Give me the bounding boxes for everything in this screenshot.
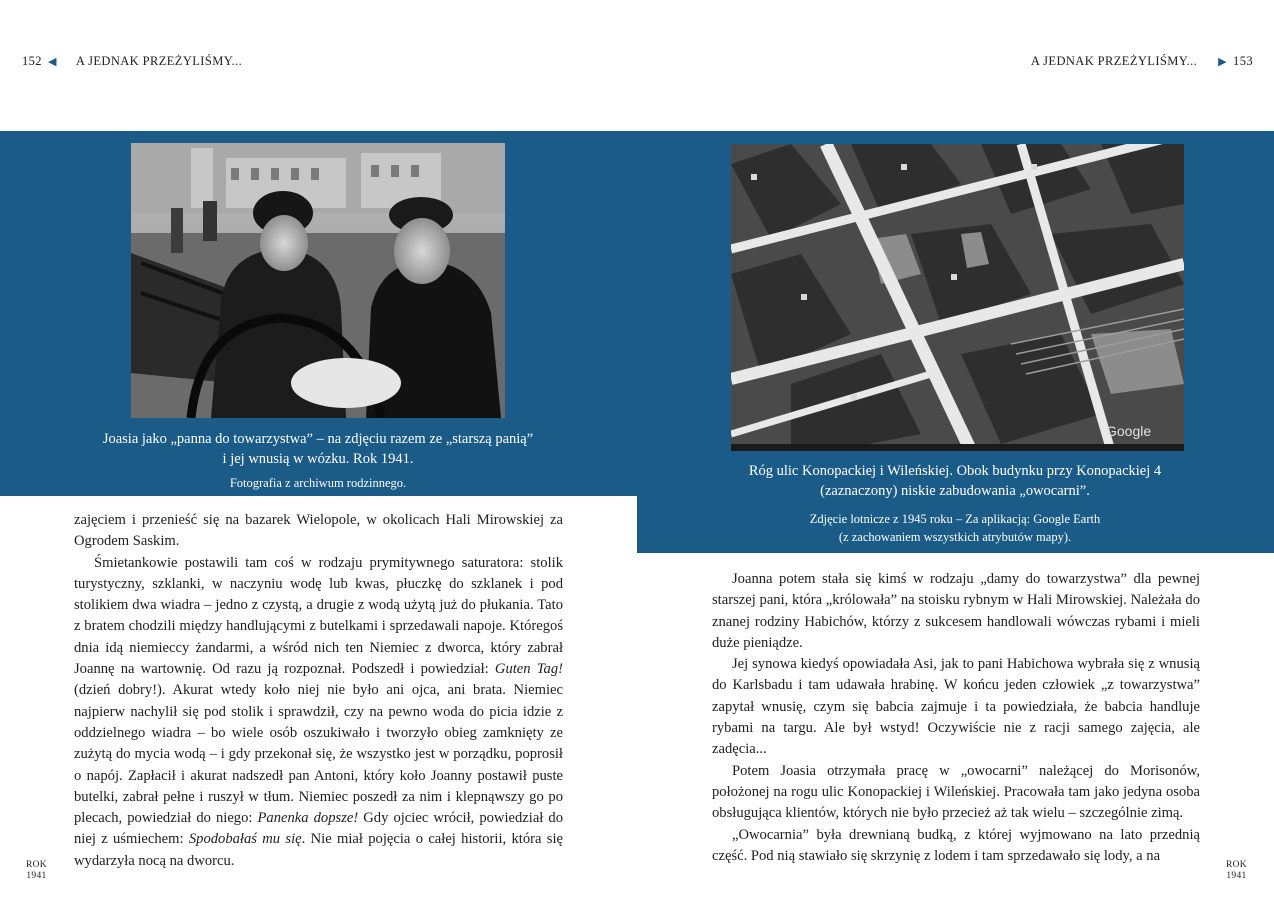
left-caption-line-1: Joasia jako „panna do towarzystwa” – na zdjęciu razem ze „starszą panią” bbox=[102, 431, 534, 447]
left-running-head bbox=[22, 54, 242, 69]
right-margin-year bbox=[1226, 860, 1247, 882]
right-caption-line-1: Róg ulic Konopackiej i Wileńskiej. Obok budynku przy Konopackiej 4 bbox=[748, 463, 1162, 479]
text-segment: „Owocarnia” była drewnianą budką, z której wyjmowano na lato przednią część. Pod nią stawiało się skrzynię z lodem i tam sprzedawało się lody, a na bbox=[712, 826, 1200, 864]
text-segment: (dzień dobry!). Akurat wtedy koło niej nie było ani ojca, ani brata. Niemiec najpierw nachylił się pod stolik i sprawdził, czy na pewno woda do picia idzie z oddzielnego wiadra – bo wiele osób oszukiwało i tworzyło obieg zamknięty ze zużytą do mycia wodą – i gdy przekonał się, że wszystko jest w porządku, poprosił o napój. Zapłacił i akurat nadszedł pan Antoni, który koło Joanny postawił puste butelki, zabrał pełne i ruszył w tłum. Niemiec poszedł za nim i klepnąwszy go po plecach, powiedział do niego: bbox=[74, 682, 563, 827]
left-caption-line-2: i jej wnusią w wózku. Rok 1941. bbox=[222, 451, 414, 467]
aerial-photo bbox=[731, 144, 1184, 451]
left-photo bbox=[131, 143, 505, 418]
right-photo bbox=[731, 144, 1184, 451]
paragraph bbox=[712, 825, 1200, 868]
italic-text: Guten Tag! bbox=[494, 661, 563, 678]
park-bench-photo bbox=[131, 143, 505, 418]
right-caption-line-2: (zaznaczony) niskie zabudowania „owocarni”. bbox=[820, 483, 1090, 499]
google-watermark: Google bbox=[1106, 423, 1152, 439]
text-segment: Potem Joasia otrzymała pracę w „owocarni” należącej do Morisonów, położonej na rogu ulic Konopackiej i Wileńskiej. Pracowała tam jako jedyna osoba obsługująca klientów, których nie było przecież aż tak wielu – szczególnie zimą. bbox=[712, 762, 1200, 822]
left-body-text bbox=[74, 510, 563, 872]
paragraph bbox=[74, 510, 563, 553]
left-margin-label: ROK bbox=[26, 860, 47, 870]
italic-text: Spodobałaś mu się bbox=[188, 831, 302, 848]
right-running-title: A JEDNAK PRZEŻYLIŚMY... bbox=[1030, 54, 1198, 68]
right-photo-caption bbox=[680, 461, 1230, 546]
right-margin-year-value: 1941 bbox=[1226, 871, 1247, 881]
text-segment: Gdy ojciec wrócił, powiedział do niej z uśmiechem: bbox=[74, 810, 563, 848]
text-segment: Joanna potem stała się kimś w rodzaju „damy do towarzystwa” dla pewnej starszej pani, która „królowała” na stoisku rybnym w Hali Mirowskiej. Należała do znanej rodziny Habichów, którzy z sukcesem handlowali wówczas rybami i mieli duże pieniądze. bbox=[712, 571, 1200, 651]
paragraph bbox=[712, 654, 1200, 760]
right-margin-label: ROK bbox=[1226, 860, 1247, 870]
right-caption-source-line-2: (z zachowaniem wszystkich atrybutów mapy). bbox=[838, 530, 1072, 544]
text-segment: zajęciem i przenieść się na bazarek Wielopole, w okolicach Hali Mirowskiej za Ogrodem Saskim. bbox=[74, 512, 563, 550]
text-segment: Jej synowa kiedyś opowiadała Asi, jak to pani Habichowa wybrała się z wnusią do Karlsbadu i tam udawała hrabinę. W końcu jeden człowiek „z towarzystwa” zapytał wnusię, czym się babcia zajmuje i ta powiedziała, że babcia handluje rybami na targu. Ale był wstyd! Oczywiście nie z racji samego zajęcia, ale zadęcia... bbox=[712, 656, 1200, 758]
left-page-number: 152 bbox=[22, 54, 42, 68]
right-running-head bbox=[1031, 54, 1253, 69]
left-running-title: A JEDNAK PRZEŻYLIŚMY... bbox=[75, 54, 243, 68]
triangle-right-icon: ▶ bbox=[1218, 56, 1228, 68]
paragraph bbox=[712, 761, 1200, 825]
paragraph bbox=[712, 569, 1200, 654]
text-segment: Śmietankowie postawili tam coś w rodzaju prymitywnego saturatora: stolik turystyczny, szklanki, w naczyniu wodę lub kwas, płuczkę do szklanek i pod stolikiem dwa wiadra – jedno z czystą, a drugie z wodą użytą już do płukania. Tato z bratem chodzili między handlującymi z butelkami i sprzedawali napoje. Któregoś dnia idą niemieccy żandarmi, a wśród nich ten Niemiec z dworca, który zabrał Joannę na wartownię. Od razu ją rozpoznał. Podszedł i powiedział: bbox=[74, 554, 563, 678]
right-body-text bbox=[712, 569, 1200, 867]
left-caption-source: Fotografia z archiwum rodzinnego. bbox=[229, 476, 407, 490]
paragraph bbox=[74, 553, 563, 872]
italic-text: Panenka dopsze! bbox=[257, 810, 359, 827]
right-page-number: 153 bbox=[1233, 54, 1253, 68]
triangle-left-icon: ◀ bbox=[47, 56, 57, 68]
right-caption-source-line-1: Zdjęcie lotnicze z 1945 roku – Za aplikacją: Google Earth bbox=[809, 512, 1101, 526]
left-margin-year bbox=[26, 860, 47, 882]
left-margin-year-value: 1941 bbox=[26, 871, 47, 881]
text-segment: . Nie miał pojęcia o całej historii, która się wydarzyła nocą na dworcu. bbox=[74, 831, 564, 869]
left-photo-caption bbox=[60, 429, 576, 492]
